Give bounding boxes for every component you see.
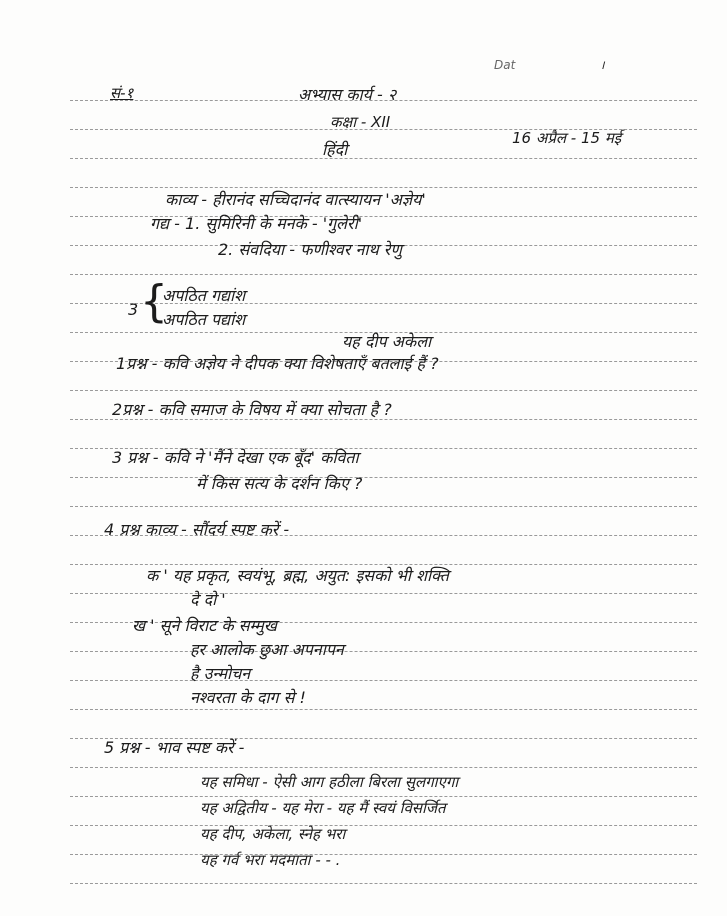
question-3-line-1: 3 प्रश्न - कवि ने 'मैंने देखा एक बूँद' कविता (112, 448, 359, 467)
question-3-line-2: में किस सत्य के दर्शन किए ? (196, 474, 363, 493)
ruled-line (70, 825, 697, 826)
unseen-number: 3 (128, 300, 139, 319)
ruled-line (70, 767, 697, 768)
ruled-line (70, 854, 697, 855)
question-2: 2प्रश्न - कवि समाज के विषय में क्या सोचता है ? (112, 400, 392, 419)
ruled-line (70, 709, 697, 710)
question-4-a-line-1: क ' यह प्रकृत, स्वयंभू, ब्रह्म, अयुत: इसको भी शक्ति (146, 566, 449, 585)
question-4-b-line-3: है उन्मोचन (190, 664, 251, 683)
question-4-a-line-2: दे दो ' (190, 590, 226, 609)
ruled-line (70, 796, 697, 797)
question-4-b-line-1: ख ' सूने विराट के सम्मुख (132, 616, 277, 635)
question-5-line-4: यह गर्व भरा मदमाता - - . (200, 851, 341, 869)
syllabus-prose-2: 2. संवदिया - फणीश्वर नाथ रेणु (218, 240, 402, 259)
question-4: 4 प्रश्न काव्य - सौंदर्य स्पष्ट करें - (104, 520, 290, 539)
ruled-line (70, 506, 697, 507)
ruled-line (70, 390, 697, 391)
question-5: 5 प्रश्न - भाव स्पष्ट करें - (104, 738, 245, 757)
subject-label: हिंदी (322, 140, 348, 159)
unseen-prose: अपठित गद्यांश (162, 286, 246, 305)
page-mark: । (600, 58, 605, 72)
question-4-b-line-2: हर आलोक छुआ अपनापन (190, 640, 344, 659)
serial-number: सं-१ (110, 84, 134, 102)
syllabus-poetry: काव्य - हीरानंद सच्चिदानंद वात्स्यायन 'अज्ञेय' (165, 190, 426, 209)
ruled-line (70, 651, 697, 652)
poem-title: यह दीप अकेला (342, 332, 432, 351)
question-4-b-line-4: नश्वरता के दाग से ! (190, 688, 306, 707)
page-title: अभ्यास कार्य - २ (298, 85, 397, 104)
ruled-line (70, 477, 697, 478)
question-5-line-1: यह समिधा - ऐसी आग हठीला बिरला सुलगाएगा (200, 773, 459, 791)
question-1: 1प्रश्न - कवि अज्ञेय ने दीपक क्या विशेषताएँ बतलाई हैं ? (116, 354, 439, 373)
syllabus-prose-1: गद्य - 1. सुमिरिनी के मनके - 'गुलेरी' (150, 214, 363, 233)
date-range: 16 अप्रैल - 15 मई (512, 129, 622, 147)
question-5-line-2: यह अद्वितीय - यह मेरा - यह मैं स्वयं विसर्जित (200, 799, 446, 817)
class-label: कक्षा - XII (330, 113, 391, 131)
date-label: Dat (494, 58, 516, 72)
question-5-line-3: यह दीप, अकेला, स्नेह भरा (200, 825, 346, 843)
unseen-poetry: अपठित पद्यांश (162, 310, 246, 329)
ruled-line (70, 274, 697, 275)
ruled-line (70, 883, 697, 884)
brace-symbol: { (140, 276, 168, 327)
ruled-line (70, 158, 697, 159)
ruled-line (70, 680, 697, 681)
ruled-line (70, 593, 697, 594)
